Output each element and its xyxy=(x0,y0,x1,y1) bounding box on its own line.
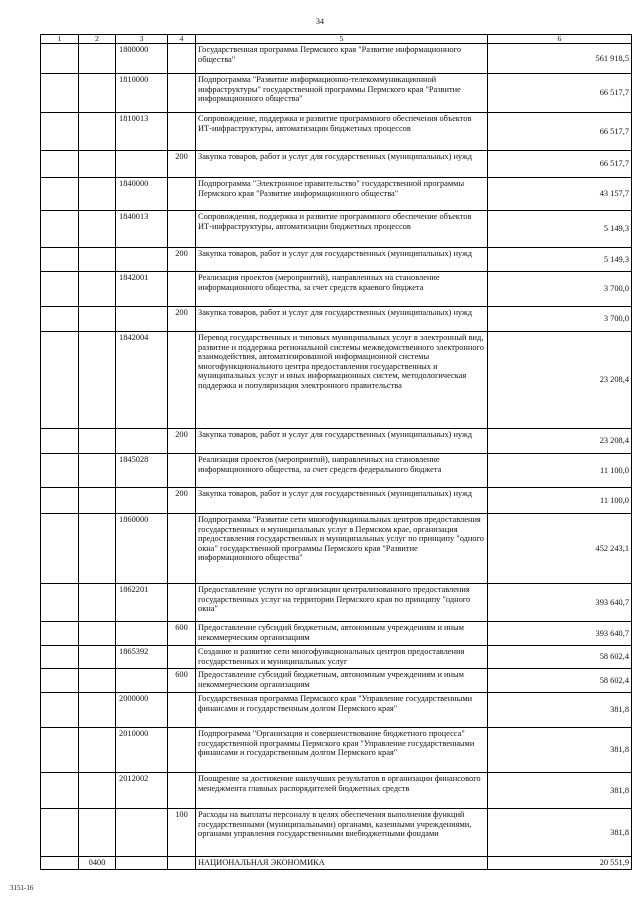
description-cell: Подпрограмма "Электронное правительство" государственной программы Пермского края "Развитие информационного общества" xyxy=(196,178,488,211)
subsection-cell xyxy=(79,809,116,857)
section-cell xyxy=(41,728,79,773)
table-row xyxy=(41,74,632,113)
description-cell: Поощрение за достижение наилучших результатов в организации финансового менеджмента главных распорядителей бюджетных средств xyxy=(196,773,488,809)
expense-type-cell xyxy=(168,44,196,74)
subsection-cell xyxy=(79,332,116,429)
section-cell xyxy=(41,44,79,74)
amount-cell: 393 640,7 xyxy=(488,622,632,646)
expense-type-cell xyxy=(168,332,196,429)
target-article-cell xyxy=(116,151,168,178)
target-article-cell xyxy=(116,488,168,514)
column-header: 1 xyxy=(41,35,79,44)
description-cell: Государственная программа Пермского края "Развитие информационного общества" xyxy=(196,44,488,74)
description-cell: Закупка товаров, работ и услуг для государственных (муниципальных) нужд xyxy=(196,151,488,178)
target-article-cell: 1842004 xyxy=(116,332,168,429)
subsection-cell xyxy=(79,488,116,514)
expense-type-cell: 200 xyxy=(168,488,196,514)
expense-type-cell: 200 xyxy=(168,248,196,272)
target-article-cell: 1810000 xyxy=(116,74,168,113)
expense-type-cell: 600 xyxy=(168,622,196,646)
expense-type-cell xyxy=(168,773,196,809)
budget-table xyxy=(40,34,632,870)
description-cell: Закупка товаров, работ и услуг для государственных (муниципальных) нужд xyxy=(196,248,488,272)
table-row xyxy=(41,211,632,248)
target-article-cell: 1862201 xyxy=(116,584,168,622)
amount-cell: 452 243,1 xyxy=(488,514,632,584)
expense-type-cell xyxy=(168,272,196,307)
table-row xyxy=(41,272,632,307)
expense-type-cell xyxy=(168,693,196,728)
section-cell xyxy=(41,809,79,857)
table-row xyxy=(41,584,632,622)
expense-type-cell: 600 xyxy=(168,669,196,693)
subsection-cell xyxy=(79,151,116,178)
section-cell xyxy=(41,646,79,669)
target-article-cell: 1800000 xyxy=(116,44,168,74)
expense-type-cell xyxy=(168,74,196,113)
amount-cell: 66 517,7 xyxy=(488,113,632,151)
description-cell: Сопровождение, поддержка и развитие программного обеспечения объектов ИТ-инфраструктуры, автоматизации бюджетных процессов xyxy=(196,113,488,151)
target-article-cell: 1840000 xyxy=(116,178,168,211)
amount-cell: 58 602,4 xyxy=(488,646,632,669)
amount-cell: 3 700,0 xyxy=(488,307,632,332)
subsection-cell xyxy=(79,622,116,646)
target-article-cell xyxy=(116,307,168,332)
amount-cell: 381,8 xyxy=(488,809,632,857)
amount-cell: 11 100,0 xyxy=(488,488,632,514)
target-article-cell: 1810013 xyxy=(116,113,168,151)
subsection-cell xyxy=(79,669,116,693)
section-cell xyxy=(41,211,79,248)
section-cell xyxy=(41,178,79,211)
description-cell: Закупка товаров, работ и услуг для государственных (муниципальных) нужд xyxy=(196,488,488,514)
target-article-cell xyxy=(116,248,168,272)
table-row xyxy=(41,44,632,74)
table-row xyxy=(41,151,632,178)
section-cell xyxy=(41,454,79,488)
subsection-cell xyxy=(79,429,116,454)
subsection-cell xyxy=(79,584,116,622)
column-header: 5 xyxy=(196,35,488,44)
expense-type-cell: 100 xyxy=(168,809,196,857)
column-header: 6 xyxy=(488,35,632,44)
amount-cell: 20 551,9 xyxy=(488,857,632,870)
description-cell: НАЦИОНАЛЬНАЯ ЭКОНОМИКА xyxy=(196,857,488,870)
target-article-cell xyxy=(116,669,168,693)
table-row xyxy=(41,454,632,488)
target-article-cell xyxy=(116,429,168,454)
section-cell xyxy=(41,151,79,178)
amount-cell: 23 208,4 xyxy=(488,429,632,454)
section-cell xyxy=(41,74,79,113)
amount-cell: 561 918,5 xyxy=(488,44,632,74)
table-row xyxy=(41,248,632,272)
expense-type-cell xyxy=(168,514,196,584)
table-row xyxy=(41,857,632,870)
table-row xyxy=(41,178,632,211)
description-cell: Предоставление субсидий бюджетным, автономным учреждениям и иным некоммерческим организациям xyxy=(196,622,488,646)
subsection-cell: 0400 xyxy=(79,857,116,870)
table-row xyxy=(41,332,632,429)
table-row xyxy=(41,307,632,332)
subsection-cell xyxy=(79,773,116,809)
table-row xyxy=(41,809,632,857)
column-header-row xyxy=(41,35,632,44)
expense-type-cell: 200 xyxy=(168,429,196,454)
description-cell: Создание и развитие сети многофункциональных центров предоставления государственных и муниципальных услуг xyxy=(196,646,488,669)
amount-cell: 43 157,7 xyxy=(488,178,632,211)
document-code: 3151-16 xyxy=(10,884,34,892)
subsection-cell xyxy=(79,454,116,488)
amount-cell: 393 640,7 xyxy=(488,584,632,622)
table-row xyxy=(41,622,632,646)
expense-type-cell: 200 xyxy=(168,151,196,178)
description-cell: Сопровождения, поддержка и развитие программного обеспечение объектов ИТ-инфраструктуры, автоматизации бюджетных процессов xyxy=(196,211,488,248)
target-article-cell xyxy=(116,857,168,870)
table-row xyxy=(41,514,632,584)
description-cell: Реализация проектов (мероприятий), направленных на становление информационного общества, за счет средств федерального бюджета xyxy=(196,454,488,488)
subsection-cell xyxy=(79,728,116,773)
section-cell xyxy=(41,332,79,429)
table-row xyxy=(41,113,632,151)
column-header: 4 xyxy=(168,35,196,44)
section-cell xyxy=(41,429,79,454)
page-number: 34 xyxy=(316,17,324,26)
section-cell xyxy=(41,113,79,151)
column-header: 2 xyxy=(79,35,116,44)
subsection-cell xyxy=(79,693,116,728)
section-cell xyxy=(41,693,79,728)
amount-cell: 11 100,0 xyxy=(488,454,632,488)
subsection-cell xyxy=(79,74,116,113)
expense-type-cell xyxy=(168,454,196,488)
section-cell xyxy=(41,773,79,809)
description-cell: Государственная программа Пермского края "Управление государственными финансами и государственным долгом Пермского края" xyxy=(196,693,488,728)
target-article-cell: 2000000 xyxy=(116,693,168,728)
table-row xyxy=(41,669,632,693)
expense-type-cell xyxy=(168,584,196,622)
description-cell: Подпрограмма "Организация и совершенствование бюджетного процесса" государственной программы Пермского края "Управление государственными финансами и государственным долгом Пермского края" xyxy=(196,728,488,773)
subsection-cell xyxy=(79,514,116,584)
table-row xyxy=(41,728,632,773)
amount-cell: 381,8 xyxy=(488,773,632,809)
expense-type-cell xyxy=(168,728,196,773)
expense-type-cell xyxy=(168,211,196,248)
description-cell: Расходы на выплаты персоналу в целях обеспечения выполнения функций государственными (муниципальными) органами, казенными учреждениями, органами управления государственными внебюджетными фондами xyxy=(196,809,488,857)
description-cell: Предоставление субсидий бюджетным, автономным учреждениям и иным некоммерческим организациям xyxy=(196,669,488,693)
description-cell: Перевод государственных и типовых муниципальных услуг в электронный вид, развитие и поддержка региональной системы межведомственного электронного взаимодействия, автоматизированной информационной системы многофункционального центра предоставления государственных и муниципальных услуг и иных информационных систем, методологическая поддержка и популяризация электронного правительства xyxy=(196,332,488,429)
target-article-cell: 1842001 xyxy=(116,272,168,307)
amount-cell: 381,8 xyxy=(488,728,632,773)
target-article-cell: 1840013 xyxy=(116,211,168,248)
amount-cell: 3 700,0 xyxy=(488,272,632,307)
expense-type-cell xyxy=(168,857,196,870)
subsection-cell xyxy=(79,211,116,248)
amount-cell: 23 208,4 xyxy=(488,332,632,429)
amount-cell: 66 517,7 xyxy=(488,74,632,113)
table-row xyxy=(41,429,632,454)
target-article-cell xyxy=(116,809,168,857)
target-article-cell: 1845028 xyxy=(116,454,168,488)
section-cell xyxy=(41,622,79,646)
expense-type-cell: 200 xyxy=(168,307,196,332)
description-cell: Реализация проектов (мероприятий), направленных на становление информационного общества, за счет средств краевого бюджета xyxy=(196,272,488,307)
subsection-cell xyxy=(79,272,116,307)
description-cell: Предоставление услуги по организации централизованного предоставления государственных услуг на территории Пермского края по принципу "одного окна" xyxy=(196,584,488,622)
table-row xyxy=(41,646,632,669)
amount-cell: 5 149,3 xyxy=(488,248,632,272)
subsection-cell xyxy=(79,44,116,74)
section-cell xyxy=(41,307,79,332)
section-cell xyxy=(41,488,79,514)
section-cell xyxy=(41,857,79,870)
subsection-cell xyxy=(79,646,116,669)
amount-cell: 381,8 xyxy=(488,693,632,728)
subsection-cell xyxy=(79,307,116,332)
description-cell: Закупка товаров, работ и услуг для государственных (муниципальных) нужд xyxy=(196,307,488,332)
subsection-cell xyxy=(79,178,116,211)
target-article-cell xyxy=(116,622,168,646)
section-cell xyxy=(41,272,79,307)
expense-type-cell xyxy=(168,178,196,211)
description-cell: Подпрограмма "Развитие сети многофункциональных центров предоставления государственных и муниципальных услуг в Пермском крае, организация предоставления государственных и муниципальных услуг по принципу "одного окна" государственной программы Пермского края "Развитие информационного общества" xyxy=(196,514,488,584)
description-cell: Закупка товаров, работ и услуг для государственных (муниципальных) нужд xyxy=(196,429,488,454)
amount-cell: 58 602,4 xyxy=(488,669,632,693)
target-article-cell: 2012002 xyxy=(116,773,168,809)
expense-type-cell xyxy=(168,646,196,669)
table-row xyxy=(41,693,632,728)
target-article-cell: 1860000 xyxy=(116,514,168,584)
expense-type-cell xyxy=(168,113,196,151)
section-cell xyxy=(41,584,79,622)
description-cell: Подпрограмма "Развитие информационно-телекоммуникационной инфраструктуры" государственной программы Пермского края "Развитие информационного общества" xyxy=(196,74,488,113)
section-cell xyxy=(41,248,79,272)
target-article-cell: 1865392 xyxy=(116,646,168,669)
table-row xyxy=(41,773,632,809)
column-header: 3 xyxy=(116,35,168,44)
subsection-cell xyxy=(79,113,116,151)
amount-cell: 66 517,7 xyxy=(488,151,632,178)
section-cell xyxy=(41,514,79,584)
amount-cell: 5 149,3 xyxy=(488,211,632,248)
section-cell xyxy=(41,669,79,693)
subsection-cell xyxy=(79,248,116,272)
table-row xyxy=(41,488,632,514)
target-article-cell: 2010000 xyxy=(116,728,168,773)
